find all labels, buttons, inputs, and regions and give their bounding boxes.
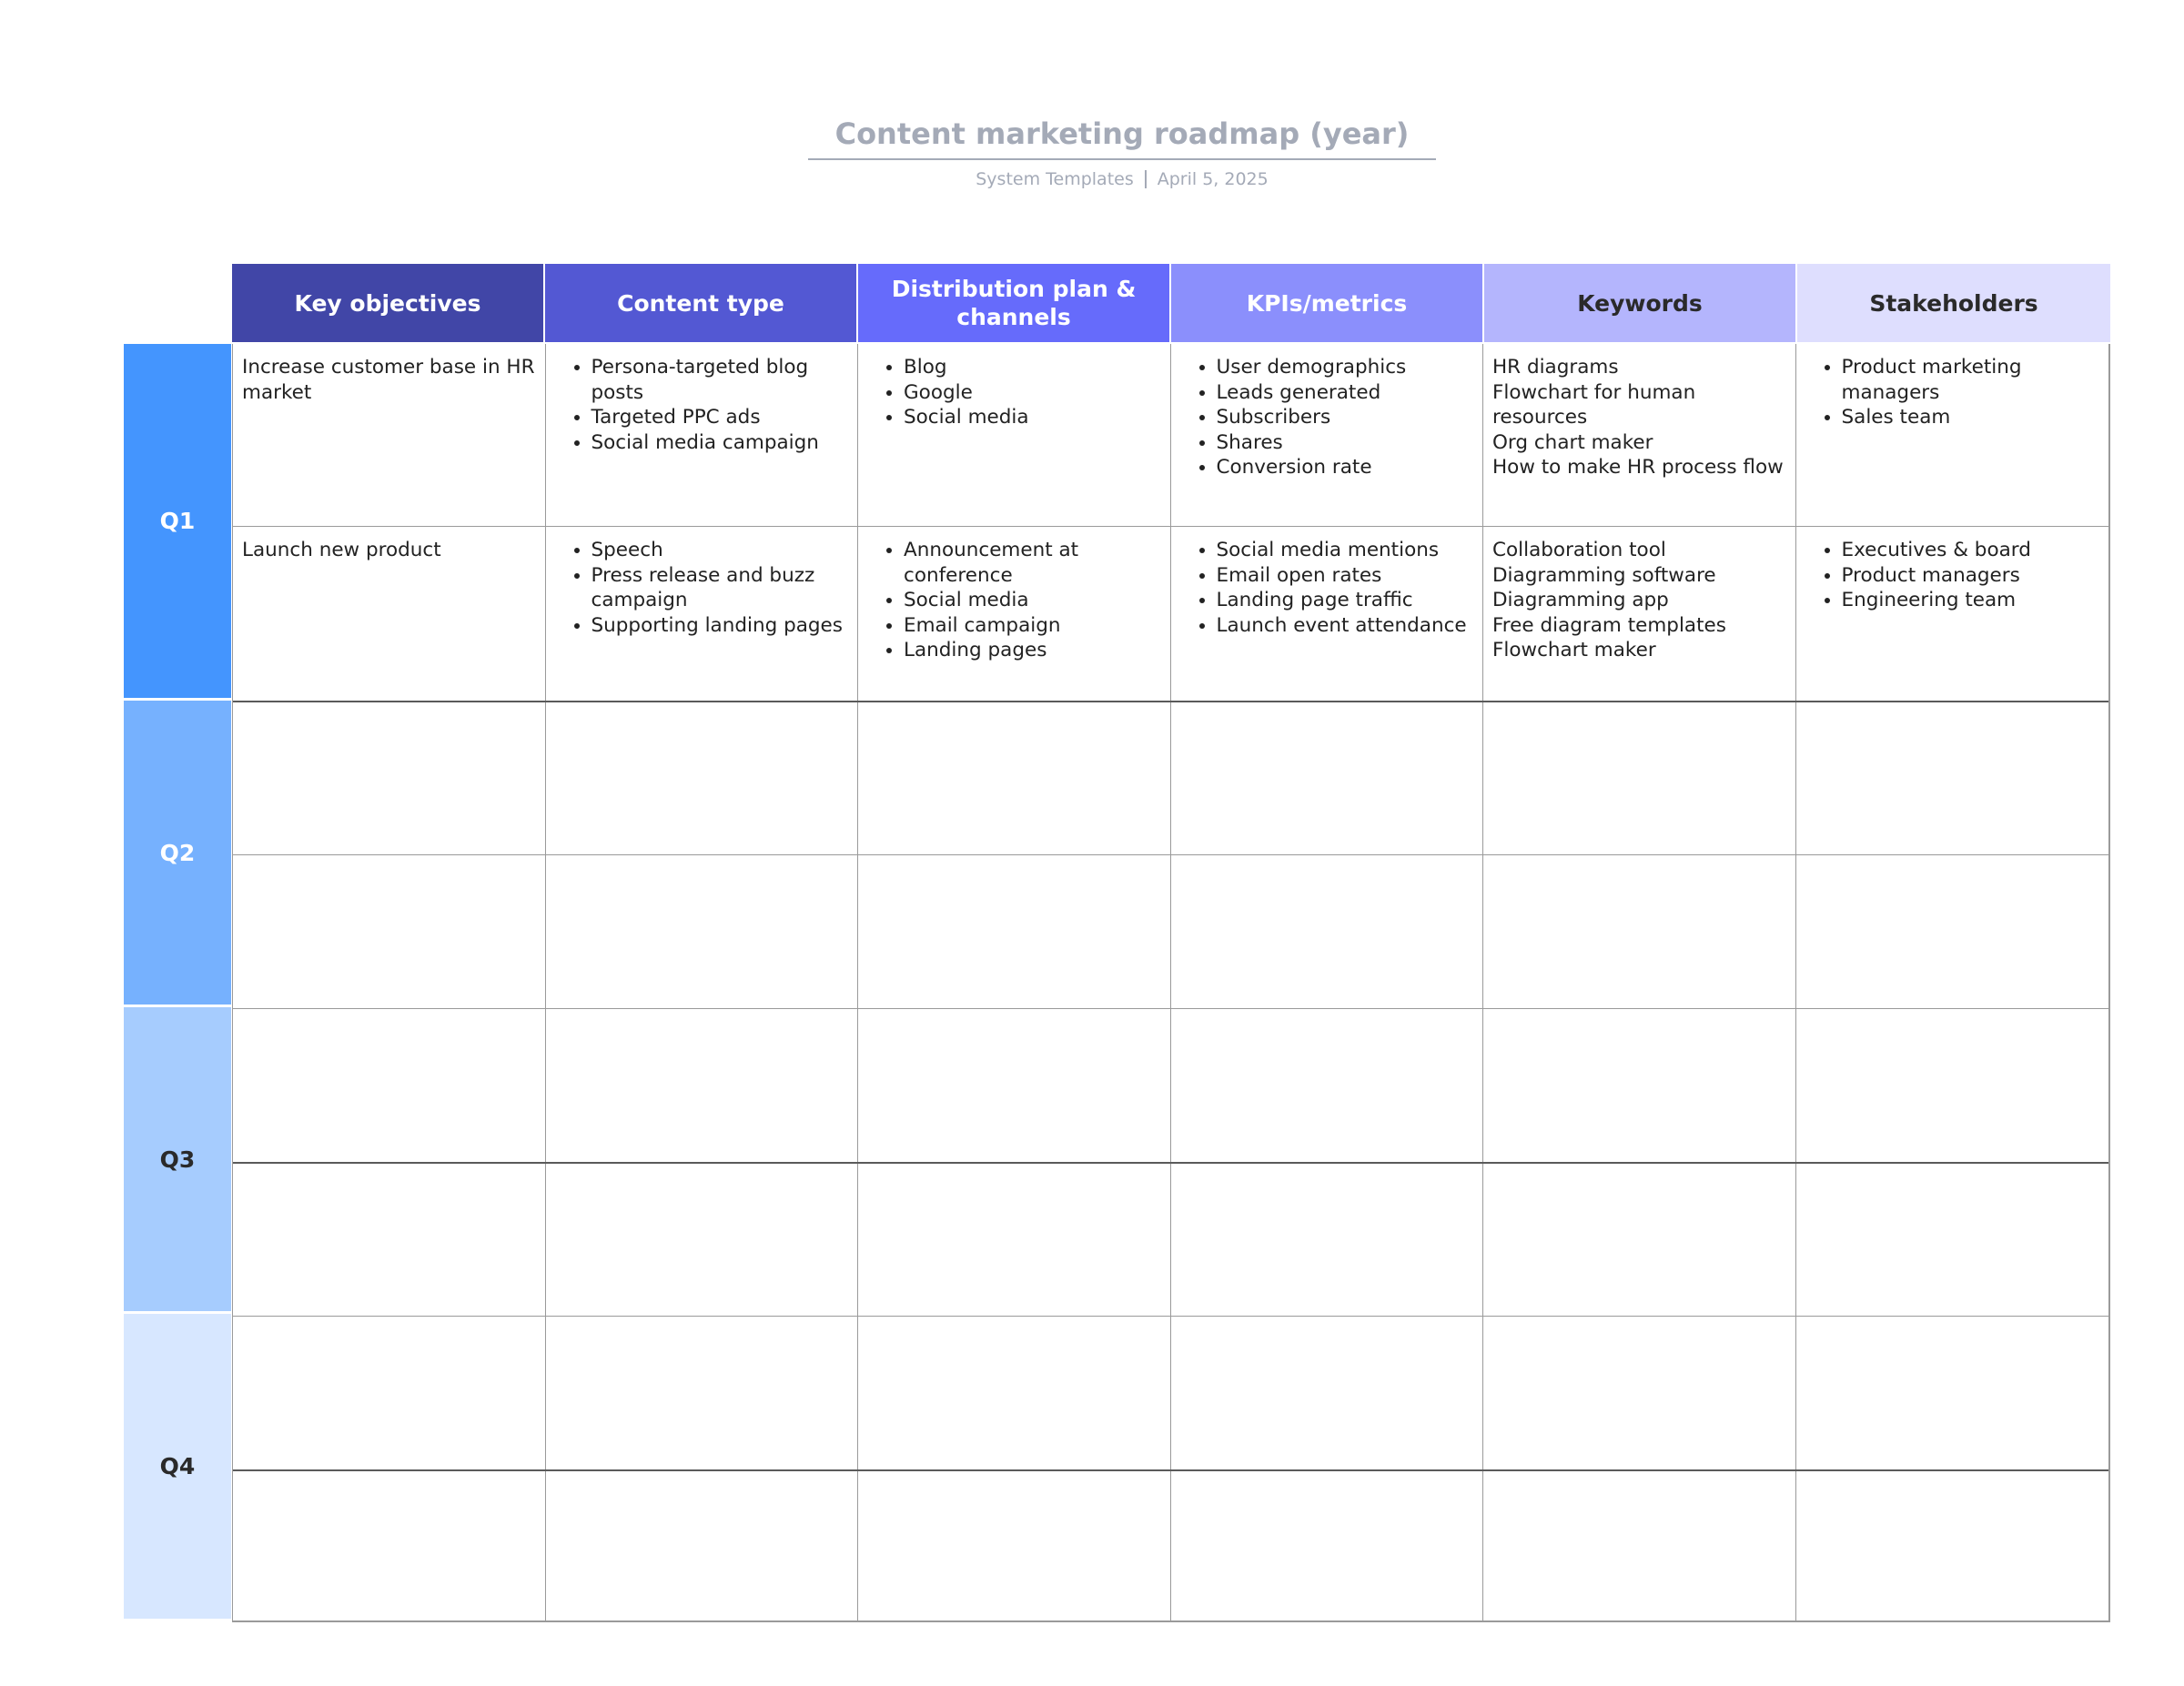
list-item: • Subscribers [1217, 405, 1474, 430]
keywords-cell[interactable] [1483, 344, 1796, 526]
empty-cell[interactable] [546, 855, 859, 1008]
list-item: • Social media [904, 588, 1161, 613]
empty-cell[interactable] [233, 702, 546, 854]
quarter-label-q2[interactable]: Q2 [124, 701, 231, 1007]
roadmap-grid [232, 344, 2110, 1622]
quarter-label-q1[interactable]: Q1 [124, 344, 231, 701]
list-item: • Blog [904, 355, 1161, 380]
empty-cell[interactable] [1796, 1164, 2109, 1316]
column-header-stakeholders[interactable]: Stakeholders [1797, 264, 2110, 342]
list-item: • Leads generated [1217, 380, 1474, 406]
table-row [233, 854, 2108, 1008]
empty-cell[interactable] [858, 1471, 1171, 1620]
keyword-line: Diagramming software [1492, 563, 1716, 587]
table-row [233, 344, 2108, 526]
list-item: • Product managers [1842, 563, 2100, 589]
objective-cell[interactable] [233, 527, 546, 701]
empty-cell[interactable] [233, 1317, 546, 1469]
distribution-cell[interactable] [858, 527, 1171, 701]
empty-cell[interactable] [546, 1471, 859, 1620]
column-header-key-objectives[interactable]: Key objectives [232, 264, 545, 342]
keyword-line: Diagramming app [1492, 589, 1669, 612]
empty-cell[interactable] [858, 855, 1171, 1008]
quarter-label-q4[interactable]: Q4 [124, 1314, 231, 1619]
column-header-row [232, 264, 2110, 342]
empty-cell[interactable] [546, 1164, 859, 1316]
stakeholders-cell[interactable] [1796, 527, 2109, 701]
empty-cell[interactable] [1483, 1164, 1796, 1316]
empty-cell[interactable] [1171, 1164, 1484, 1316]
list-item: • Social media [904, 405, 1161, 430]
quarter-column [124, 344, 231, 1619]
list-item: • Executives & board [1842, 538, 2100, 563]
keywords-cell[interactable] [1483, 527, 1796, 701]
empty-cell[interactable] [546, 1317, 859, 1469]
empty-cell[interactable] [1796, 702, 2109, 854]
empty-cell[interactable] [1483, 855, 1796, 1008]
column-header-content-type[interactable]: Content type [545, 264, 858, 342]
empty-cell[interactable] [1483, 1471, 1796, 1620]
empty-cell[interactable] [546, 702, 859, 854]
table-row [233, 701, 2108, 854]
objective-text: Increase customer base in HR market [242, 356, 535, 404]
stakeholders-cell[interactable] [1796, 344, 2109, 526]
empty-cell[interactable] [858, 1164, 1171, 1316]
empty-cell[interactable] [1171, 702, 1484, 854]
list-item: • Social media mentions [1217, 538, 1474, 563]
list-item: • Persona-targeted blog posts [592, 355, 849, 405]
kpis-cell[interactable] [1171, 527, 1484, 701]
list-item: • Landing page traffic [1217, 588, 1474, 613]
empty-cell[interactable] [1483, 702, 1796, 854]
list-item: • Email campaign [904, 613, 1161, 639]
table-row [233, 1316, 2108, 1469]
list-item: • Email open rates [1217, 563, 1474, 589]
content-type-cell[interactable] [546, 344, 859, 526]
document-subtitle [808, 169, 1436, 189]
list-item: • Press release and buzz campaign [592, 563, 849, 613]
table-row [233, 526, 2108, 701]
author-label: System Templates [976, 169, 1134, 189]
keyword-line: Flowchart for human resources [1492, 380, 1696, 429]
empty-cell[interactable] [233, 1164, 546, 1316]
objective-text: Launch new product [242, 539, 441, 561]
table-row [233, 1162, 2108, 1316]
keyword-line: Collaboration tool [1492, 539, 1666, 561]
empty-cell[interactable] [233, 855, 546, 1008]
empty-cell[interactable] [858, 1009, 1171, 1162]
list-item: • Google [904, 380, 1161, 406]
list-item: • Landing pages [904, 638, 1161, 663]
empty-cell[interactable] [1483, 1317, 1796, 1469]
list-item: • User demographics [1217, 355, 1474, 380]
distribution-cell[interactable] [858, 344, 1171, 526]
list-item: • Speech [592, 538, 849, 563]
list-item: • Supporting landing pages [592, 613, 849, 639]
title-block [808, 116, 1436, 189]
empty-cell[interactable] [233, 1009, 546, 1162]
keyword-line: How to make HR process flow [1492, 456, 1784, 480]
content-type-cell[interactable] [546, 527, 859, 701]
empty-cell[interactable] [1171, 1009, 1484, 1162]
empty-cell[interactable] [1171, 855, 1484, 1008]
table-row [233, 1008, 2108, 1162]
date-label: April 5, 2025 [1157, 169, 1269, 189]
kpis-cell[interactable] [1171, 344, 1484, 526]
empty-cell[interactable] [858, 1317, 1171, 1469]
empty-cell[interactable] [1796, 1009, 2109, 1162]
empty-cell[interactable] [233, 1471, 546, 1620]
column-header-kpis[interactable]: KPIs/metrics [1171, 264, 1484, 342]
keyword-line: HR diagrams [1492, 356, 1619, 379]
empty-cell[interactable] [1796, 1471, 2109, 1620]
table-row [233, 1469, 2108, 1620]
quarter-label-q3[interactable]: Q3 [124, 1007, 231, 1314]
list-item: • Conversion rate [1217, 455, 1474, 480]
list-item: • Shares [1217, 430, 1474, 456]
keyword-line: Org chart maker [1492, 430, 1653, 454]
keyword-line: Flowchart maker [1492, 639, 1656, 662]
empty-cell[interactable] [1483, 1009, 1796, 1162]
list-item: • Product marketing managers [1842, 355, 2100, 405]
empty-cell[interactable] [546, 1009, 859, 1162]
column-header-distribution[interactable]: Distribution plan & channels [858, 264, 1171, 342]
subtitle-divider [1145, 170, 1147, 188]
document-title[interactable]: Content marketing roadmap (year) [808, 116, 1436, 160]
empty-cell[interactable] [858, 702, 1171, 854]
list-item: • Launch event attendance [1217, 613, 1474, 639]
keyword-line: Free diagram templates [1492, 613, 1726, 637]
list-item: • Sales team [1842, 405, 2100, 430]
empty-cell[interactable] [1171, 1317, 1484, 1469]
list-item: • Social media campaign [592, 430, 849, 456]
objective-cell[interactable] [233, 344, 546, 526]
column-header-keywords[interactable]: Keywords [1484, 264, 1797, 342]
empty-cell[interactable] [1171, 1471, 1484, 1620]
empty-cell[interactable] [1796, 855, 2109, 1008]
list-item: • Announcement at conference [904, 538, 1161, 588]
list-item: • Targeted PPC ads [592, 405, 849, 430]
list-item: • Engineering team [1842, 588, 2100, 613]
empty-cell[interactable] [1796, 1317, 2109, 1469]
